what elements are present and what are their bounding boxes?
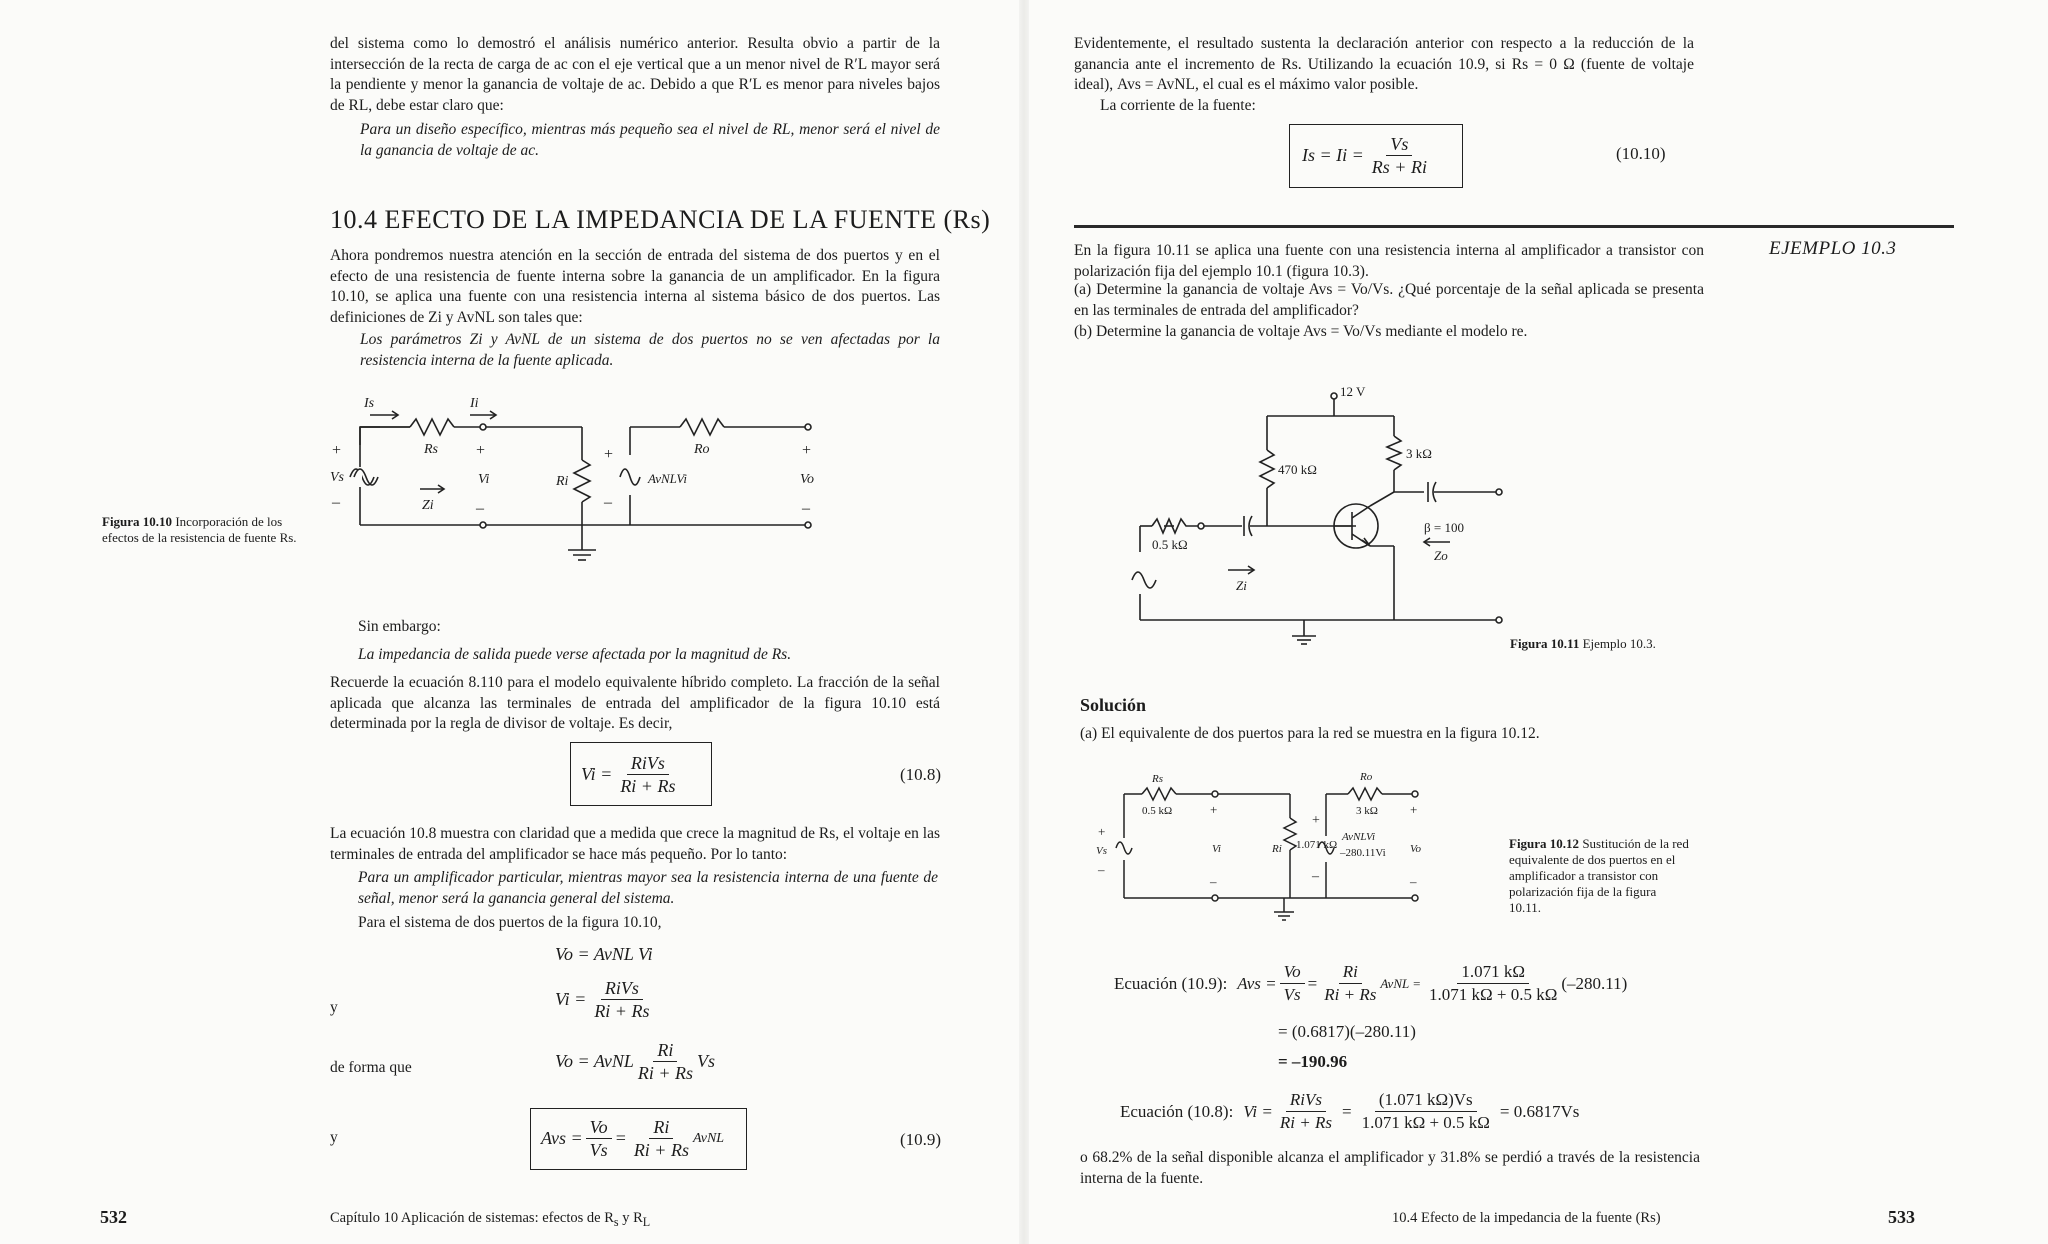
output-impedance-statement: La impedancia de salida puede verse afectada por la magnitud de Rs. xyxy=(358,646,792,663)
footer-left-sub-l: L xyxy=(642,1214,651,1229)
eq1010-lhs: Is = Ii = xyxy=(1302,145,1364,165)
eq1010-denominator: Rs + Ri xyxy=(1371,157,1427,177)
example-tag: EJEMPLO 10.3 xyxy=(1769,238,1897,259)
fig10-vi-label: Vi xyxy=(478,472,490,487)
fig12-ri-label: Ri xyxy=(1272,843,1282,855)
fig11-rb: 470 kΩ xyxy=(1278,462,1317,477)
fig12-ri-value: 1.071 kΩ xyxy=(1296,839,1338,851)
eq109-lhs: Avs = xyxy=(541,1128,583,1148)
calc-eq108: Ecuación (10.8): Vi = $\frac{\text{RiVs}}{Ri + Rs}$ = $\frac{(1.071 k\Omega)Vs}{1.071 k\Omega + 0.5 k\Omega}$ = 0.6817Vs xyxy=(1120,1090,1580,1132)
fig12-plus-vo: + xyxy=(1410,802,1418,817)
calc1-f3-den: 1.071 kΩ + 0.5 kΩ xyxy=(1429,985,1558,1004)
connector-y-1: y xyxy=(330,999,338,1016)
eq109-frac2-den: Ri + Rs xyxy=(633,1140,689,1160)
figure-10-11-caption-label: Figura 10.11 xyxy=(1510,636,1580,651)
eq109-rhs: AvNL xyxy=(692,1130,725,1146)
fig10-zi-label: Zi xyxy=(422,498,434,513)
fig11-zo: Zo xyxy=(1434,548,1448,563)
fig11-zi: Zi xyxy=(1236,578,1247,593)
eq109-equals: = xyxy=(614,1128,627,1148)
calc1-lhs: Avs = xyxy=(1237,973,1277,993)
fig10-vo-label: Vo xyxy=(800,472,814,487)
fig12-plus-vi: + xyxy=(1210,802,1218,817)
fig12-ro-value: 3 kΩ xyxy=(1356,805,1378,817)
sin-embargo: Sin embargo: xyxy=(358,618,441,635)
fig10-rs-label: Rs xyxy=(424,442,438,457)
eq109-frac2-num: Ri xyxy=(649,1117,673,1139)
equation-10-10-box xyxy=(1289,124,1463,188)
figure-10-12-caption-text: Sustitución de la red equivalente de dos puertos en el amplificador a transistor con polarización fija de la figura 10.11. xyxy=(1509,836,1689,915)
fig10-ii-label: Ii xyxy=(470,396,479,411)
recuerde-paragraph: Recuerde la ecuación 8.110 para el modelo equivalente híbrido completo. La fracción de la señal aplicada que alcanza las terminales de entrada del amplificador de la figura 10.10 está determinada por la regla de divisor de voltaje. Es decir, xyxy=(330,674,940,732)
eq108-lhs: Vi = xyxy=(581,764,613,784)
eq108-italic-statement: Para un amplificador particular, mientras mayor sea la resistencia interna de una fuente de señal, menor será la ganancia general del sistema. xyxy=(358,869,938,907)
eq109-number: (10.9) xyxy=(900,1130,942,1149)
fig12-minus-vi: – xyxy=(1210,874,1217,889)
fig12-vi-label: Vi xyxy=(1212,843,1221,855)
fig12-plus-source: + xyxy=(1312,813,1320,828)
calc-eq109: Ecuación (10.9): Avs = $\frac{Vo}{Vs}$ = $\frac{Ri}{Ri + Rs}$ AvNL = $\frac{1.071 k\Omega}{1.071 k\Omega + 0.5 k\Omega}$ (–280.11) xyxy=(1114,962,1628,1004)
running-footer-left xyxy=(330,1210,650,1230)
fig11-vcc: 12 V xyxy=(1340,384,1366,399)
eq108-denominator: Ri + Rs xyxy=(620,776,676,796)
intro-italic-statement: Los parámetros Zi y AvNL de un sistema de dos puertos no se ven afectadas por la resistencia interna de la fuente aplicada. xyxy=(360,331,940,369)
equation-10-8-box xyxy=(570,742,712,806)
right-page xyxy=(1024,0,2048,1244)
connector-y-2: y xyxy=(330,1129,338,1146)
eq-vo-full-lhs: Vo = AvNL xyxy=(555,1051,634,1071)
top-italic-statement: Para un diseño específico, mientras más pequeño sea el nivel de RL, menor será el nivel de la ganancia de voltaje de ac. xyxy=(360,121,940,159)
figure-10-10-caption xyxy=(102,514,302,546)
figure-10-11-caption xyxy=(1510,636,1656,652)
fig10-plus-vs: + xyxy=(332,442,342,459)
fig12-minus-vo: – xyxy=(1410,874,1417,889)
fig11-beta: β = 100 xyxy=(1424,520,1464,535)
fig10-ri-label: Ri xyxy=(556,474,569,489)
conclusion-paragraph: o 68.2% de la señal disponible alcanza el amplificador y 31.8% se perdió a través de la resistencia interna de la fuente. xyxy=(1080,1149,1700,1187)
solution-part-a: (a) El equivalente de dos puertos para la red se muestra en la figura 10.12. xyxy=(1080,725,1540,742)
footer-left-sub-s: s xyxy=(613,1214,619,1229)
eq-vi xyxy=(555,978,653,1021)
figure-10-10-caption-text: Incorporación de los efectos de la resistencia de fuente Rs. xyxy=(102,514,297,545)
fig12-gain-label: AvNLVi xyxy=(1342,831,1375,843)
fig10-is-label: Is xyxy=(364,396,375,411)
fig12-ro-label: Ro xyxy=(1360,771,1373,783)
example-part-a: (a) Determine la ganancia de voltaje Avs = Vo/Vs. ¿Qué porcentaje de la señal aplicada se presenta en las terminales de entrada del amplificador? xyxy=(1074,281,1704,319)
equation-10-9-box xyxy=(530,1108,747,1170)
footer-left-mid: y R xyxy=(618,1210,643,1226)
connector-de-forma-que: de forma que xyxy=(330,1059,412,1076)
intro-paragraph: Ahora pondremos nuestra atención en la sección de entrada del sistema de dos puertos y en el efecto de una resistencia de fuente interna sobre la ganancia de un amplificador. En la figura 10.10, se aplica una fuente con una resistencia interna al sistema básico de dos puertos. Las definiciones de Zi y AvNL son tales que: xyxy=(330,247,940,326)
page-number-right: 533 xyxy=(1888,1207,1915,1227)
eq-vi-denominator: Ri + Rs xyxy=(594,1001,650,1021)
fig10-minus-vi: – xyxy=(476,500,484,517)
figure-10-11-circuit xyxy=(1124,380,1544,645)
figure-10-11-caption-text: Ejemplo 10.3. xyxy=(1582,636,1656,651)
figure-10-10-caption-label: Figura 10.10 xyxy=(102,514,173,529)
fig10-minus-vs: – xyxy=(332,494,340,511)
running-footer-right: 10.4 Efecto de la impedancia de la fuente (Rs) xyxy=(1392,1210,1661,1226)
fig12-rs-label: Rs xyxy=(1152,773,1163,785)
eq109-frac1-num: Vo xyxy=(586,1117,612,1139)
fig12-gain-value: –280.11Vi xyxy=(1340,847,1386,859)
fig10-minus-vo: – xyxy=(802,500,810,517)
fig10-minus-source: – xyxy=(604,494,612,511)
eq108-numerator: RiVs xyxy=(627,753,669,775)
calc1-f3-num: 1.071 kΩ xyxy=(1457,962,1529,984)
eq-vo: Vo = AvNL Vi xyxy=(555,944,653,964)
source-current-intro: La corriente de la fuente: xyxy=(1100,97,1256,114)
calc1-line2: = (0.6817)(–280.11) xyxy=(1278,1022,1416,1041)
fig10-plus-vi: + xyxy=(476,442,486,459)
calc2-f1-den: Ri + Rs xyxy=(1279,1113,1332,1132)
page-number-left: 532 xyxy=(100,1207,127,1227)
figure-10-12-caption xyxy=(1509,836,1689,916)
fig11-rs: 0.5 kΩ xyxy=(1152,537,1188,552)
calc2-f2-num: (1.071 kΩ)Vs xyxy=(1375,1090,1477,1112)
fig12-rs-value: 0.5 kΩ xyxy=(1142,805,1173,817)
fig12-plus-vs: + xyxy=(1098,824,1106,839)
fig10-vs-label: Vs xyxy=(330,470,344,485)
fig12-minus-source: – xyxy=(1312,869,1319,884)
top-paragraph: del sistema como lo demostró el análisis numérico anterior. Resulta obvio a partir de la intersección de la recta de carga de ac con el eje vertical que a un menor nivel de R′L mayor será la pendiente y menor la ganancia de voltaje de ac. Debido a que R′L es menor para niveles bajos de RL, debe estar claro que: xyxy=(330,35,940,114)
fig12-minus-vs: – xyxy=(1098,862,1105,877)
example-part-b: (b) Determine la ganancia de voltaje Avs = Vo/Vs mediante el modelo re. xyxy=(1074,323,1528,340)
fig12-vs-label: Vs xyxy=(1096,845,1107,857)
eq108-number: (10.8) xyxy=(900,765,942,784)
example-statement: En la figura 10.11 se aplica una fuente con una resistencia interna al amplificador a transistor con polarización fija del ejemplo 10.1 (figura 10.3). xyxy=(1074,242,1704,280)
calc1-result: = –190.96 xyxy=(1278,1052,1348,1071)
eq108-paragraph: La ecuación 10.8 muestra con claridad que a medida que crece la magnitud de Rs, el voltaje en las terminales de entrada del amplificador se hace más pequeño. Por lo tanto: xyxy=(330,825,940,863)
calc2-lhs: Vi = xyxy=(1243,1101,1273,1121)
eq-vi-numerator: RiVs xyxy=(601,978,643,1000)
eq109-frac1-den: Vs xyxy=(589,1140,608,1160)
fig12-vo-label: Vo xyxy=(1410,843,1421,855)
example-rule xyxy=(1074,225,1954,228)
calc1-f2-num: Ri xyxy=(1339,962,1362,984)
calc1-f1-den: Vs xyxy=(1283,985,1301,1004)
fig10-gain-label: AvNLVi xyxy=(648,471,687,486)
right-top-paragraph: Evidentemente, el resultado sustenta la declaración anterior con respecto a la reducción de la ganancia ante el incremento de Rs. Utilizando la ecuación 10.9, si Rs = 0 Ω (fuente de voltaje ideal), Avs = AvNL, el cual es el máximo valor posible. xyxy=(1074,35,1694,93)
figure-10-12-caption-label: Figura 10.12 xyxy=(1509,836,1580,851)
fig10-plus-vo: + xyxy=(802,442,812,459)
figure-10-10-circuit xyxy=(320,385,880,575)
fig10-ro-label: Ro xyxy=(694,442,710,457)
calc1-f1-num: Vo xyxy=(1280,962,1305,984)
figure-10-12-circuit xyxy=(1084,770,1524,930)
calc2-rhs: = 0.6817Vs xyxy=(1499,1101,1580,1121)
calc1-f2-den: Ri + Rs xyxy=(1324,985,1377,1004)
calc1-label: Ecuación (10.9): xyxy=(1114,973,1228,993)
calc2-f1-num: RiVs xyxy=(1286,1090,1326,1112)
calc2-f2-den: 1.071 kΩ + 0.5 kΩ xyxy=(1361,1113,1490,1132)
eq1010-number: (10.10) xyxy=(1616,144,1666,163)
eq-vo-full-numerator: Ri xyxy=(653,1040,677,1062)
calc1-tail: (–280.11) xyxy=(1561,973,1628,993)
eq-vo-full-rhs: Vs xyxy=(697,1051,715,1071)
eq-vo-full xyxy=(555,1040,715,1083)
fig11-rc: 3 kΩ xyxy=(1406,446,1432,461)
eq1010-numerator: Vs xyxy=(1386,134,1412,156)
eq-vi-lhs: Vi = xyxy=(555,989,587,1009)
footer-left-text: Capítulo 10 Aplicación de sistemas: efectos de R xyxy=(330,1210,614,1226)
fig10-plus-source: + xyxy=(604,446,614,463)
solution-heading: Solución xyxy=(1080,695,1147,715)
section-title: 10.4 EFECTO DE LA IMPEDANCIA DE LA FUENTE (Rs) xyxy=(330,205,991,234)
system-intro: Para el sistema de dos puertos de la figura 10.10, xyxy=(358,914,662,931)
eq-vo-full-denominator: Ri + Rs xyxy=(637,1063,693,1083)
calc2-label: Ecuación (10.8): xyxy=(1120,1101,1234,1121)
calc1-mid: AvNL = xyxy=(1380,975,1422,991)
